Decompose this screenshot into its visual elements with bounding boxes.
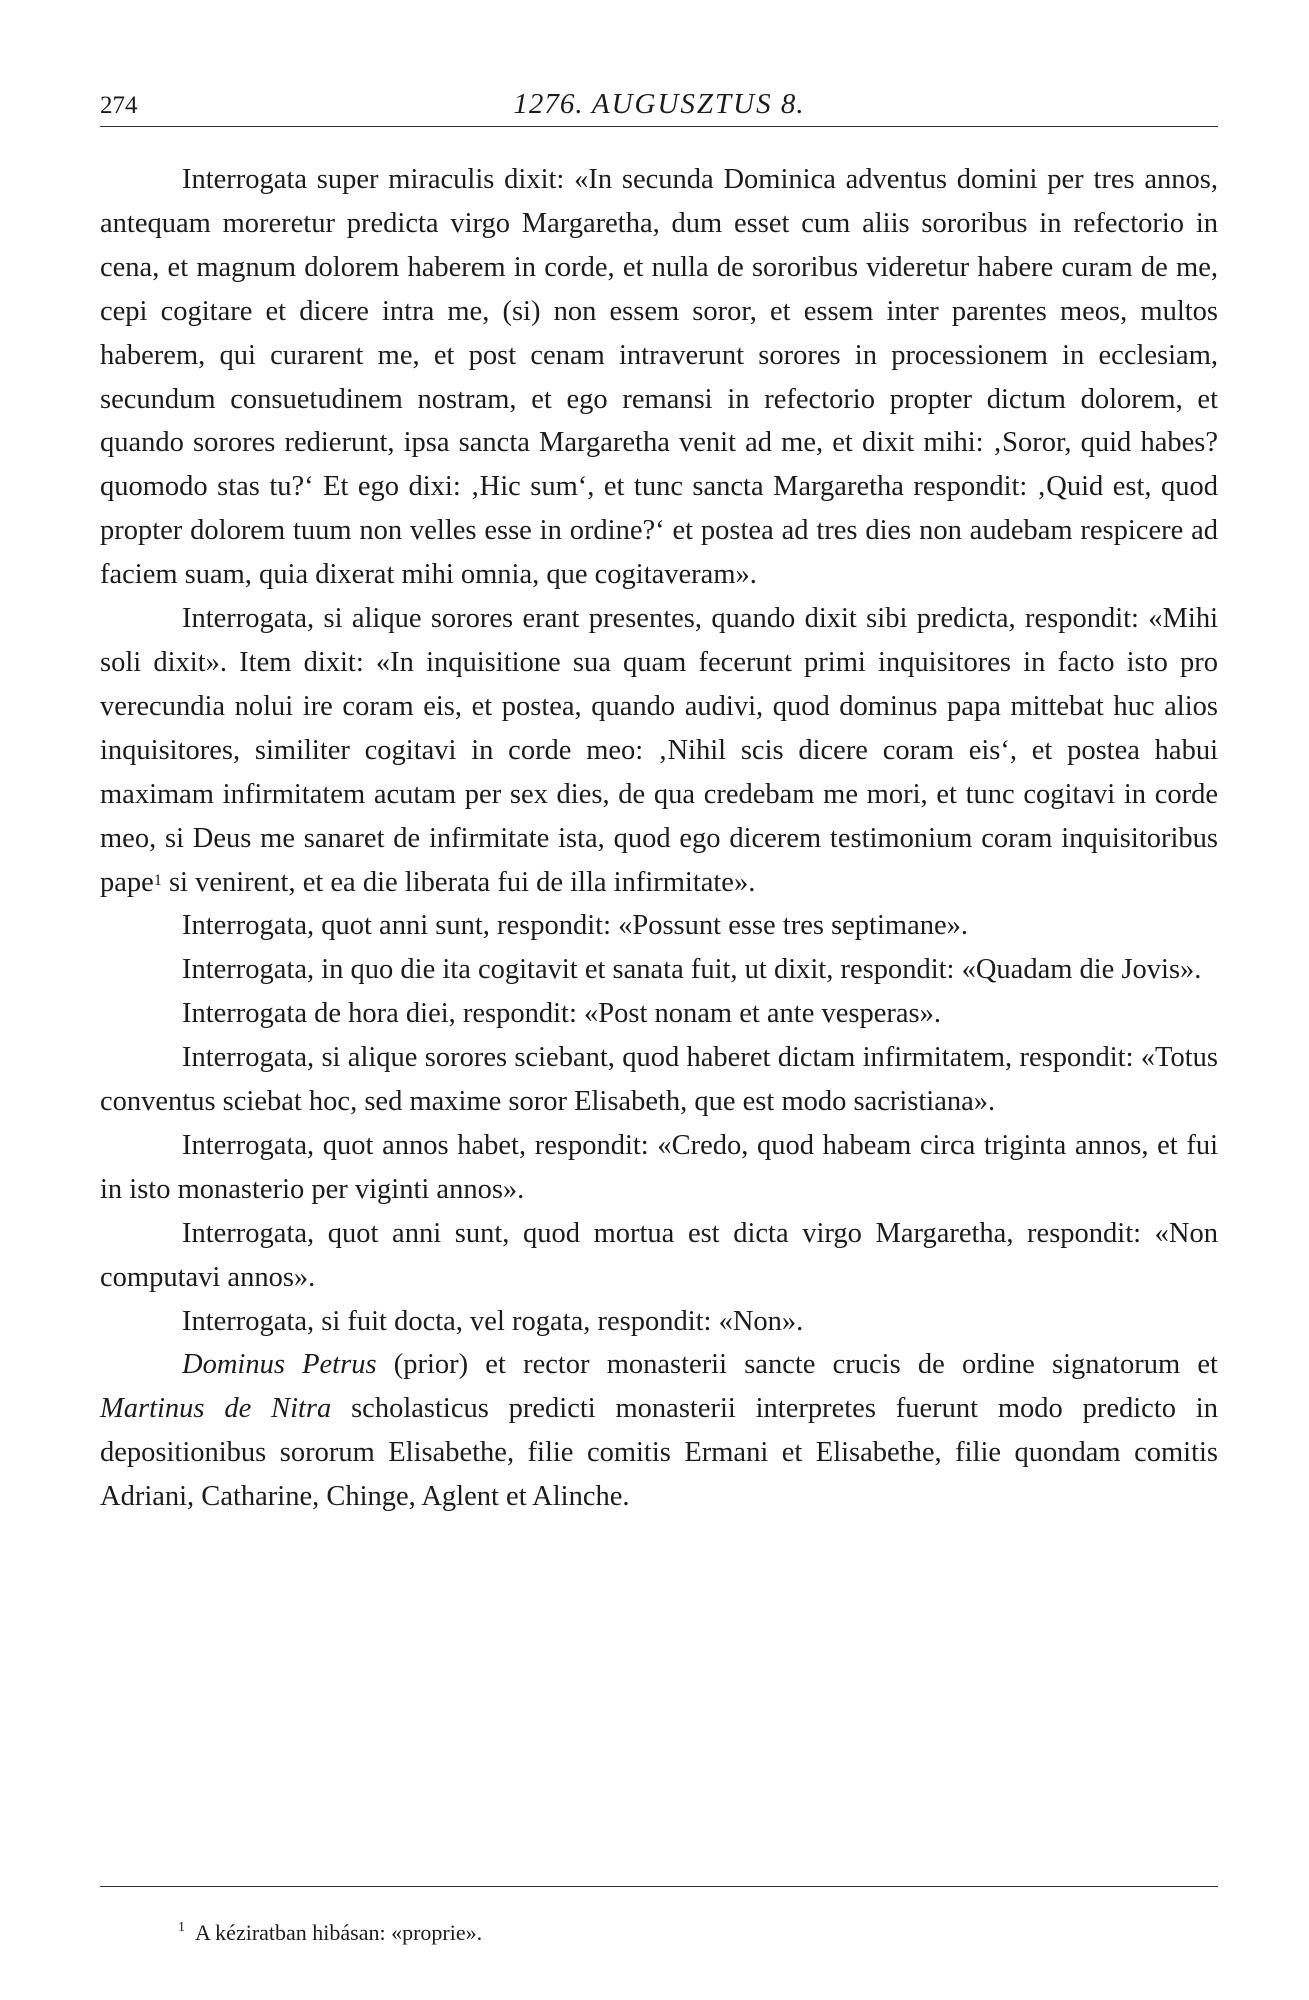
header-divider	[100, 126, 1218, 127]
footnote-text: A kéziratban hibásan: «proprie».	[195, 1920, 483, 1945]
paragraph-9: Interrogata, si fuit docta, vel rogata, respondit: «Non».	[182, 1305, 804, 1337]
page-number: 274	[100, 92, 138, 119]
paragraph-3: Interrogata, quot anni sunt, respondit: «Possunt esse tres septimane».	[182, 910, 968, 942]
running-head	[100, 88, 1218, 121]
paragraph-10-rest: scholasticus predicti monasterii interpretes fuerunt modo predicto in depositionibus sororum Elisabethe, filie comitis Ermani et Elisabethe, filie quondam comitis Adriani, Catharine, Chinge, Aglent et Alinche.	[100, 1393, 1218, 1513]
running-head-month: AUGUSZTUS	[591, 88, 773, 120]
footnote-reference: 1	[153, 871, 162, 889]
paragraph-10-mid: (prior) et rector monasterii sancte crucis de ordine signatorum et	[376, 1349, 1218, 1381]
paragraph-8: Interrogata, quot anni sunt, quod mortua est dicta virgo Margaretha, respondit: «Non computavi annos».	[100, 1217, 1218, 1293]
paragraph-6: Interrogata, si alique sorores sciebant, quod haberet dictam infirmitatem, respondit: «Totus conventus sciebat hoc, sed maxime soror Elisabeth, que est modo sacristiana».	[100, 1042, 1218, 1118]
running-head-day: 8.	[780, 88, 805, 120]
page-header	[100, 84, 1218, 124]
name-dominus-petrus: Dominus Petrus	[182, 1349, 377, 1381]
paragraph-2-end: si venirent, et ea die liberata fui de illa infirmitate».	[161, 866, 756, 898]
footnote	[178, 1920, 482, 1946]
paragraph-2-text: Interrogata, si alique sorores erant presentes, quando dixit sibi predicta, respondit: «Mihi soli dixit». Item dixit: «In inquisitione sua quam fecerunt primi inquisitores in facto isto pro verecundia nolui ire coram eis, et postea, quando audivi, quod dominus papa mittebat huc alios inquisitores, similiter cogitavi in corde meo: ‚Nihil scis dicere coram eis‘, et postea habui maximam infirmitatem acutam per sex dies, de qua credebam me mori, et tunc cogitavi in corde meo, si Deus me sanaret de infirmitate ista, quod ego dicerem testimonium coram inquisitoribus pape	[100, 603, 1218, 898]
paragraph-5: Interrogata de hora diei, respondit: «Post nonam et ante vesperas».	[182, 998, 941, 1030]
paragraph-10	[100, 1343, 1218, 1519]
paragraph-4: Interrogata, in quo die ita cogitavit et sanata fuit, ut dixit, respondit: «Quadam die Jovis».	[182, 954, 1202, 986]
main-text	[100, 158, 1218, 1519]
running-head-year: 1276.	[513, 88, 584, 120]
paragraph-7: Interrogata, quot annos habet, respondit: «Credo, quod habeam circa triginta annos, et fui in isto monasterio per viginti annos».	[100, 1129, 1218, 1205]
footnote-mark: 1	[178, 1920, 185, 1935]
footnote-divider	[100, 1886, 1218, 1887]
paragraph-2	[100, 597, 1218, 904]
name-martinus-de-nitra: Martinus de Nitra	[100, 1393, 332, 1425]
paragraph-1: Interrogata super miraculis dixit: «In secunda Dominica adventus domini per tres annos, antequam moreretur predicta virgo Margaretha, dum esset cum aliis sororibus in refectorio in cena, et magnum dolorem haberem in corde, et nulla de sororibus videretur habere curam de me, cepi cogitare et dicere intra me, (si) non essem soror, et essem inter parentes meos, multos haberem, qui curarent me, et post cenam intraverunt sorores in processionem in ecclesiam, secundum consuetudinem nostram, et ego remansi in refectorio propter dictum dolorem, et quando sorores redierunt, ipsa sancta Margaretha venit ad me, et dixit mihi: ‚Soror, quid habes? quomodo stas tu?‘ Et ego dixi: ‚Hic sum‘, et tunc sancta Margaretha respondit: ‚Quid est, quod propter dolorem tuum non velles esse in ordine?‘ et postea ad tres dies non audebam respicere ad faciem suam, quia dixerat mihi omnia, que cogitaveram».	[100, 164, 1218, 591]
